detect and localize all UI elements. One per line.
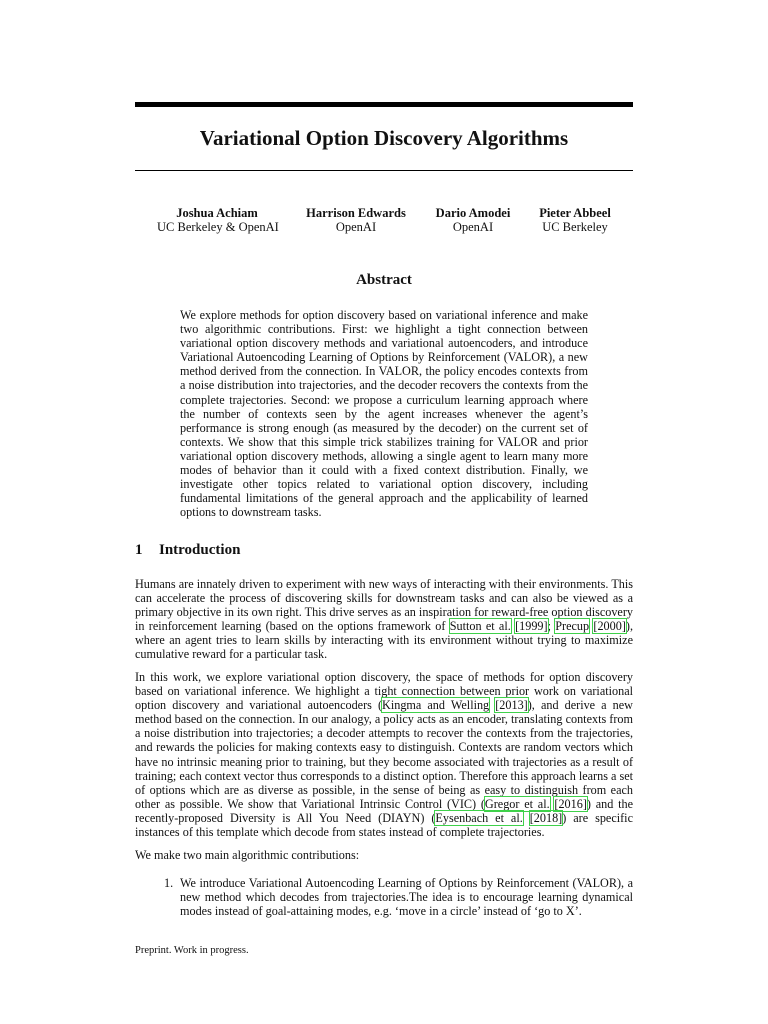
paragraph-text: ) and the recently-proposed Diversity is All You Need (DIAYN) ( (135, 796, 633, 825)
citation-year-link[interactable]: [2013] (495, 698, 528, 713)
citation-link[interactable]: Kingma and Welling (382, 698, 490, 713)
title-bottom-rule (135, 170, 633, 171)
intro-paragraph-3: We make two main algorithmic contributions: (135, 848, 360, 862)
citation-year-link[interactable]: [2000] (593, 619, 626, 634)
paragraph-text: ), and derive a new method based on the connection. In our analogy, a policy acts as an encoder, translating contexts from a noise distribution into trajectories; a decoder attempts to recover the contexts from the trajectories, and rewards the policies for making contexts easy to distinguish. Contexts are random vectors which have no intrinsic meaning prior to training, but they become associated with trajectories as a result of training; each context vector thus corresponds to a distinct option. Therefore this approach learns a set of options which are as diverse as possible, in the sense of being as easy to distinguish from each other as possible. We show that Variational Intrinsic Control (VIC) ( (135, 698, 633, 811)
author-affiliation: UC Berkeley & OpenAI (157, 220, 279, 234)
citation-link[interactable]: Gregor et al. (484, 796, 550, 811)
author-name: Dario Amodei (435, 206, 511, 220)
paragraph-text: ) are specific instances of this template which decode from states instead of complete trajectories. (135, 810, 633, 840)
citation-link[interactable]: Eysenbach et al. (435, 810, 523, 825)
paragraph-text: ), where an agent tries to learn skills by interacting with its environment without trying to maximize cumulative reward for a particular task. (135, 619, 634, 662)
author-block (157, 206, 277, 234)
abstract-text: We explore methods for option discovery based on variational inference and make two algorithmic contributions. First: we highlight a tight connection between variational option discovery methods and variational autoencoders, and introduce Variational Autoencoding Learning of Options by Reinforcement (VALOR), a new method derived from the connection. In VALOR, the policy encodes contexts from a noise distribution into trajectories, and the decoder recovers the contexts from the complete trajectories. Second: we propose a curriculum learning approach where the number of contexts seen by the agent increases whenever the agent’s performance is strong enough (as measured by the decoder) on the current set of contexts. We show that this simple trick stabilizes training for VALOR and prior variational option discovery methods, allowing a single agent to learn many more modes of behavior than it could with a fixed context distribution. Finally, we investigate other topics related to variational option discovery, including fundamental limitations of the general approach and the applicability of learned options to downstream tasks. (180, 308, 588, 520)
author-affiliation: OpenAI (335, 220, 377, 234)
citation-link[interactable]: Sutton et al. (449, 619, 511, 634)
footer-note: Preprint. Work in progress. (135, 945, 249, 956)
contributions-list (160, 876, 633, 918)
section-number: 1 (135, 542, 143, 558)
author-name: Harrison Edwards (306, 206, 406, 220)
intro-paragraph-1 (135, 577, 633, 662)
abstract-heading: Abstract (356, 272, 412, 288)
intro-paragraph-2 (135, 670, 633, 839)
title-top-rule (135, 102, 633, 107)
list-item (160, 876, 633, 918)
author-name: Joshua Achiam (176, 206, 258, 220)
author-block (298, 206, 414, 234)
citation-year-link[interactable]: [1999] (515, 619, 548, 634)
author-affiliation: OpenAI (452, 220, 494, 234)
section-heading (135, 541, 240, 559)
paragraph-text (523, 811, 530, 825)
author-name: Pieter Abbeel (539, 206, 611, 220)
citation-year-link[interactable]: [2016] (554, 796, 587, 811)
list-item-number: 1. (164, 876, 174, 890)
author-block (428, 206, 518, 234)
section-title: Introduction (159, 542, 241, 558)
author-block (530, 206, 620, 234)
paragraph-text: ; (547, 619, 556, 634)
paper-title: Variational Option Discovery Algorithms (199, 126, 569, 150)
author-affiliation: UC Berkeley (542, 220, 608, 234)
list-item-text: We introduce Variational Autoencoding Learning of Options by Reinforcement (VALOR), a new method which decodes from trajectories.The idea is to encourage learning dynamical modes instead of goal-attaining modes, e.g. ‘move in a circle’ instead of ‘go to X’. (180, 876, 633, 919)
paragraph-text: In this work, we explore variational option discovery, the space of methods for option discovery based on variational inference. We highlight a tight connection between prior work on variational option discovery and variational autoencoders ( (135, 670, 633, 713)
paragraph-text: Humans are innately driven to experiment with new ways of interacting with their environments. This can accelerate the process of discovering skills for downstream tasks and can also be viewed as a primary objective in its own right. This drive serves as an inspiration for reward-free option discovery in reinforcement learning (based on the options framework of (135, 577, 633, 634)
citation-year-link[interactable]: [2018] (529, 810, 563, 825)
citation-link[interactable]: Precup (555, 619, 590, 634)
